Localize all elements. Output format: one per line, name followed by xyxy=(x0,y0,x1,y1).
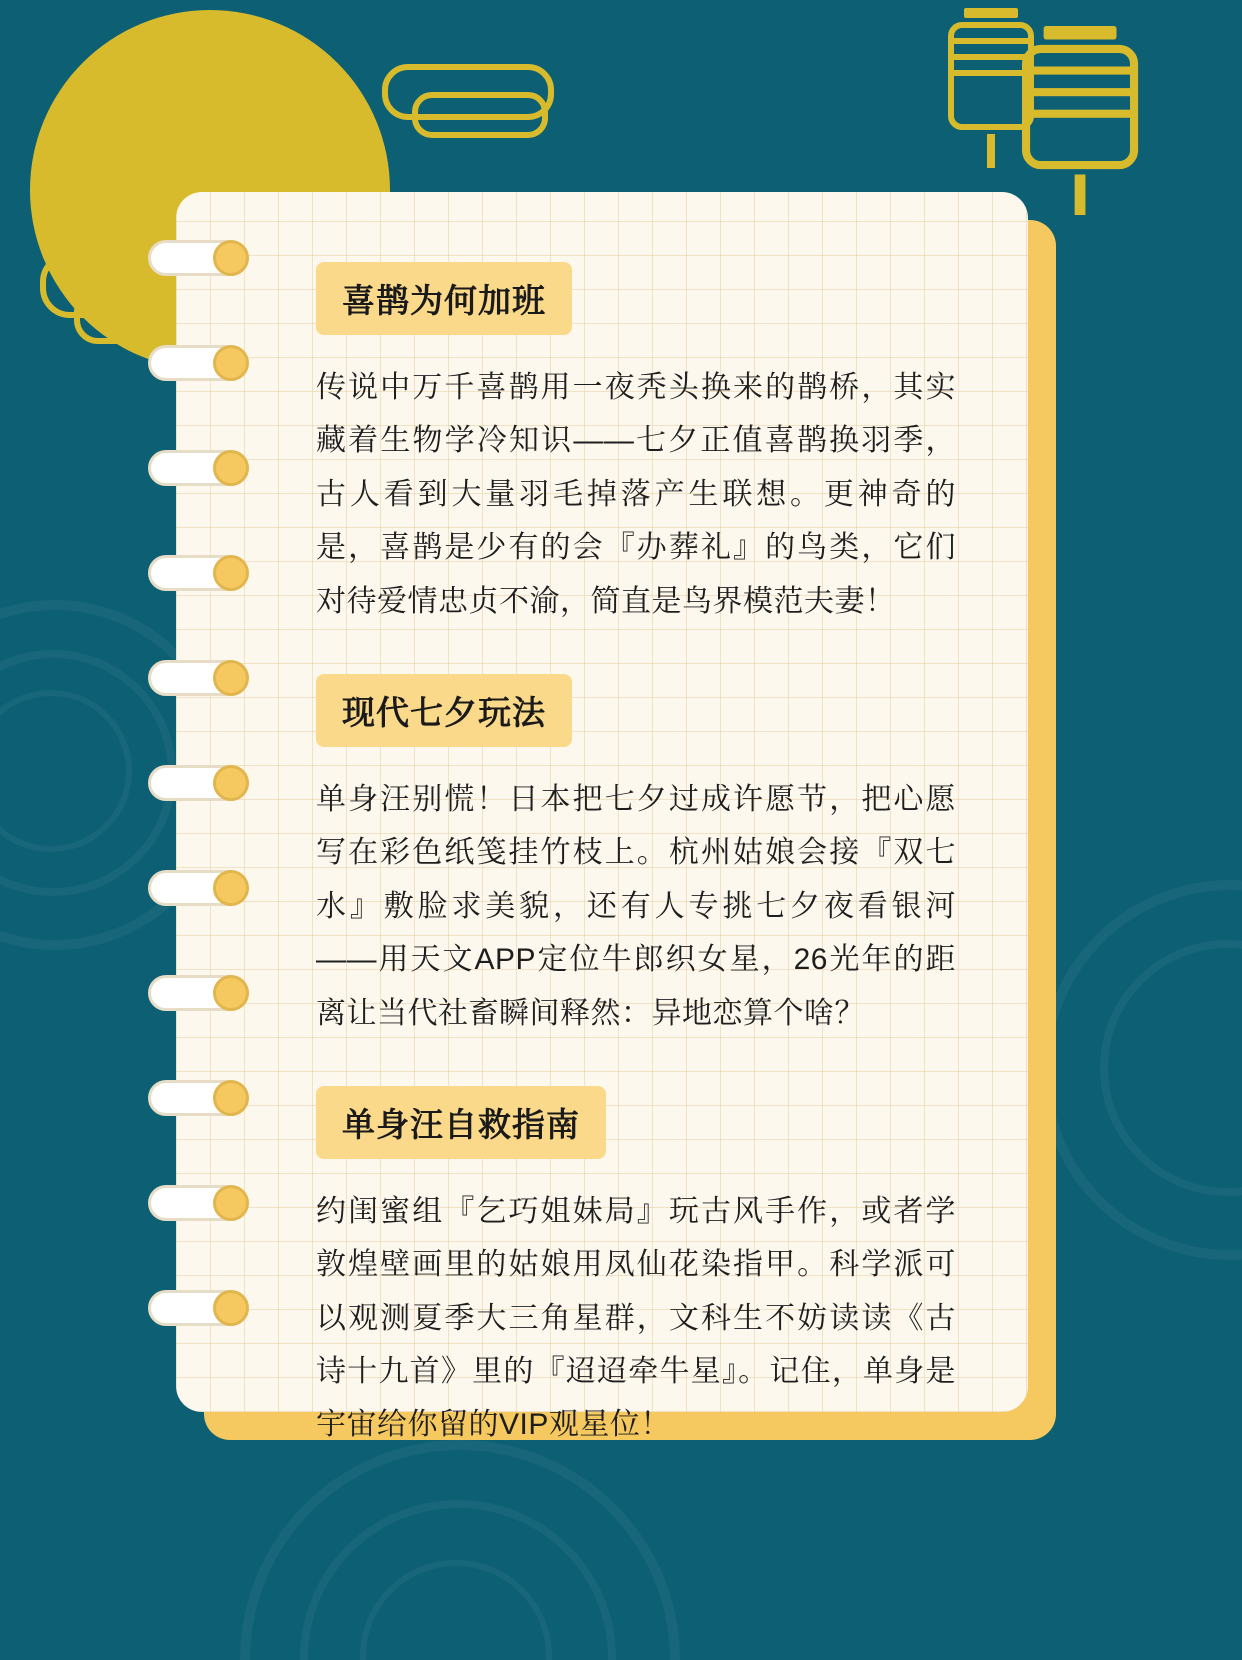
binding-ring xyxy=(148,1290,248,1326)
section-title: 喜鹊为何加班 xyxy=(316,262,572,335)
section-title-wrap xyxy=(316,1086,956,1159)
binding-ring xyxy=(148,660,248,696)
cloud-icon xyxy=(412,92,548,138)
lantern-icon xyxy=(1022,26,1138,215)
binding-ring xyxy=(148,1080,248,1116)
section xyxy=(316,262,956,628)
binding-ring xyxy=(148,240,248,276)
section-title: 现代七夕玩法 xyxy=(316,674,572,747)
section-title-wrap xyxy=(316,674,956,747)
section-title: 单身汪自救指南 xyxy=(316,1086,606,1159)
section-body: 约闺蜜组『乞巧姐妹局』玩古风手作，或者学敦煌壁画里的姑娘用凤仙花染指甲。科学派可以观测夏季大三角星群，文科生不妨读读《古诗十九首》里的『迢迢牵牛星』。记住，单身是宇宙给你留的VIP观星位！ xyxy=(316,1194,956,1442)
binding-ring xyxy=(148,870,248,906)
binding-ring xyxy=(148,345,248,381)
section-title-wrap xyxy=(316,262,956,335)
section xyxy=(316,1086,956,1452)
binding-ring xyxy=(148,765,248,801)
section-body: 单身汪别慌！日本把七夕过成许愿节，把心愿写在彩色纸笺挂竹枝上。杭州姑娘会接『双七水』敷脸求美貌，还有人专挑七夕夜看银河——用天文APP定位牛郎织女星，26光年的距离让当代社畜瞬间释然：异地恋算个啥？ xyxy=(316,782,956,1030)
section xyxy=(316,674,956,1040)
binding-ring xyxy=(148,975,248,1011)
binding-ring xyxy=(148,1185,248,1221)
binding-ring xyxy=(148,555,248,591)
binding-ring xyxy=(148,450,248,486)
section-body: 传说中万千喜鹊用一夜秃头换来的鹊桥，其实藏着生物学冷知识——七夕正值喜鹊换羽季，古人看到大量羽毛掉落产生联想。更神奇的是，喜鹊是少有的会『办葬礼』的鸟类，它们对待爱情忠贞不渝，简直是鸟界模范夫妻！ xyxy=(316,371,956,618)
spiral-binding xyxy=(148,240,268,1370)
note-card xyxy=(176,192,1028,1442)
